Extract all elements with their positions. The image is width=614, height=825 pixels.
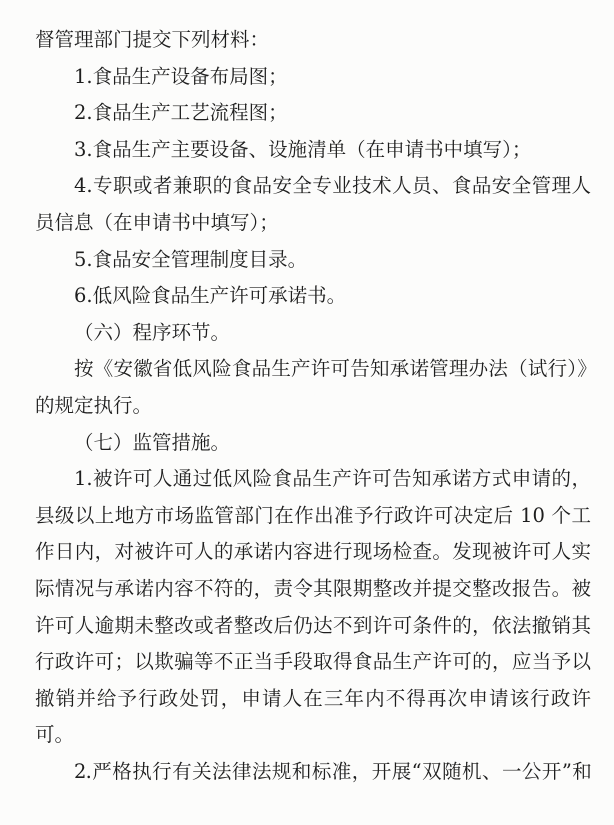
text-line: 际情况与承诺内容不符的，责令其限期整改并提交整改报告。被 — [35, 576, 591, 600]
text-line: 许可人逾期未整改或者整改后仍达不到许可条件的，依法撤销其 — [35, 613, 591, 637]
text-line: 3.食品生产主要设备、设施清单（在申请书中填写）； — [74, 137, 532, 161]
procedure-text — [35, 351, 614, 424]
paragraph-continuation — [35, 22, 614, 59]
text-line: 行政许可；以欺骗等不正当手段取得食品生产许可的，应当予以 — [35, 650, 591, 674]
text-line: 1.食品生产设备布局图； — [74, 64, 288, 88]
text-line: 1.被许可人通过低风险食品生产许可告知承诺方式申请的， — [74, 467, 591, 491]
text-line: 可。 — [35, 723, 75, 747]
material-item-3 — [35, 132, 614, 169]
text-line: 2.严格执行有关法律法规和标准，开展“双随机、一公开”和 — [74, 759, 591, 783]
text-line: 督管理部门提交下列材料： — [35, 28, 270, 51]
text-line: 县级以上地方市场监管部门在作出准予行政许可决定后 10 个工 — [35, 503, 591, 527]
text-line: 按《安徽省低风险食品生产许可告知承诺管理办法（试行）》 — [74, 357, 596, 381]
text-line: 作日内，对被许可人的承诺内容进行现场检查。发现被许可人实 — [35, 540, 591, 564]
text-line: （六）程序环节。 — [74, 320, 231, 344]
text-line: 员信息（在申请书中填写）； — [35, 210, 279, 234]
text-line: 5.食品安全管理制度目录。 — [74, 247, 308, 271]
material-item-1 — [35, 59, 614, 96]
text-line: 撤销并给予行政处罚，申请人在三年内不得再次申请该行政许 — [35, 686, 591, 710]
text-line: 2.食品生产工艺流程图； — [74, 101, 288, 125]
material-item-2 — [35, 95, 614, 132]
material-item-6 — [35, 278, 614, 315]
text-line: 6.低风险食品生产许可承诺书。 — [74, 284, 347, 308]
material-item-4 — [35, 168, 614, 241]
text-line: 的规定执行。 — [35, 393, 153, 417]
supervision-item-2 — [35, 754, 614, 791]
section-heading-procedure — [35, 315, 614, 352]
text-line: 4.专职或者兼职的食品安全专业技术人员、食品安全管理人 — [74, 174, 591, 198]
material-item-5 — [35, 242, 614, 279]
text-line: （七）监管措施。 — [74, 430, 231, 454]
supervision-item-1 — [35, 461, 614, 754]
section-heading-supervision — [35, 425, 614, 462]
